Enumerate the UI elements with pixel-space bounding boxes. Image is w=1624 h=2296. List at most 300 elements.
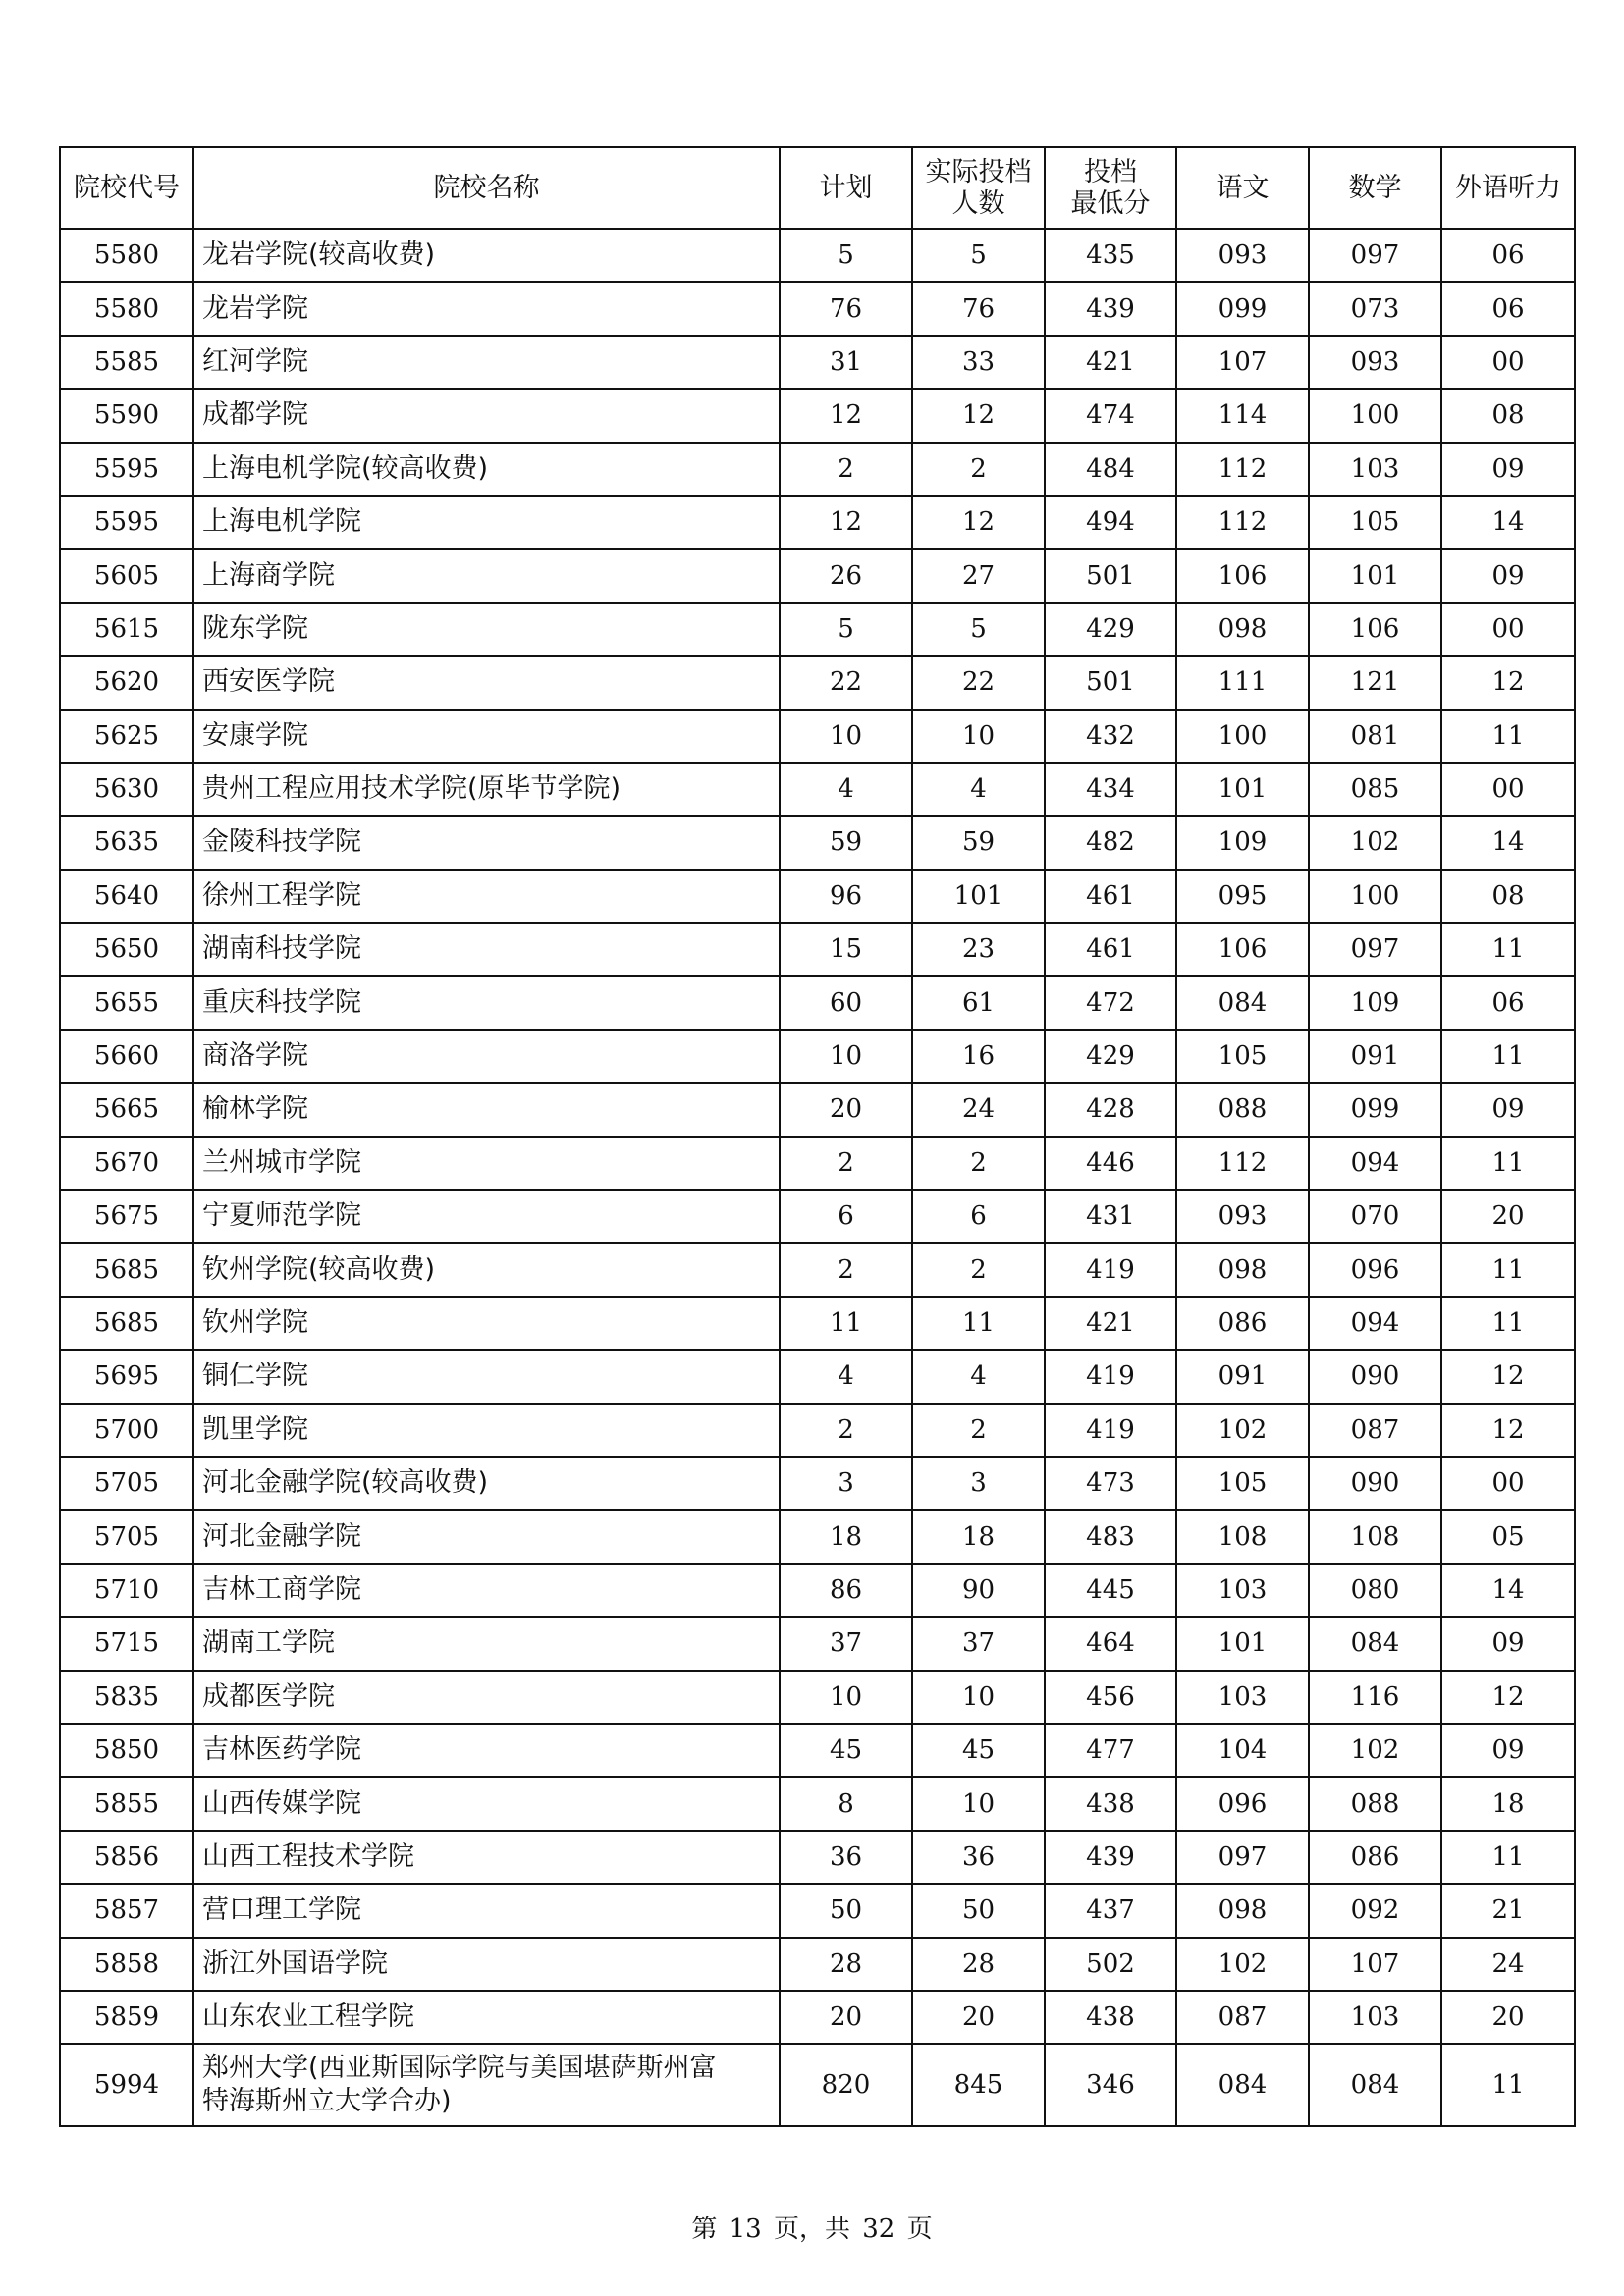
cell-math: 097 (1309, 923, 1441, 976)
cell-name: 榆林学院 (193, 1083, 780, 1136)
cell-plan: 2 (780, 1137, 912, 1190)
cell-actual: 50 (912, 1884, 1045, 1937)
header-math: 数学 (1309, 147, 1441, 229)
cell-plan: 50 (780, 1884, 912, 1937)
cell-code: 5620 (60, 656, 193, 709)
cell-foreign: 11 (1441, 1030, 1575, 1083)
cell-math: 101 (1309, 549, 1441, 602)
cell-plan: 10 (780, 710, 912, 763)
cell-chinese: 105 (1176, 1457, 1309, 1510)
table-row (60, 1510, 1575, 1563)
cell-chinese: 101 (1176, 1617, 1309, 1670)
cell-code: 5856 (60, 1831, 193, 1884)
cell-actual: 5 (912, 229, 1045, 282)
cell-actual: 59 (912, 816, 1045, 869)
table-row (60, 1137, 1575, 1190)
cell-plan: 2 (780, 1243, 912, 1296)
cell-actual: 22 (912, 656, 1045, 709)
cell-actual: 5 (912, 603, 1045, 656)
cell-math: 090 (1309, 1350, 1441, 1403)
cell-actual: 36 (912, 1831, 1045, 1884)
cell-min-score: 419 (1045, 1404, 1176, 1457)
cell-min-score: 456 (1045, 1671, 1176, 1724)
admission-table (59, 146, 1576, 2127)
table-row (60, 336, 1575, 389)
table-row (60, 1831, 1575, 1884)
cell-name: 山西工程技术学院 (193, 1831, 780, 1884)
header-min-score (1045, 147, 1176, 229)
cell-actual: 2 (912, 443, 1045, 496)
cell-min-score: 421 (1045, 1297, 1176, 1350)
cell-min-score: 472 (1045, 976, 1176, 1029)
cell-code: 5635 (60, 816, 193, 869)
cell-code: 5630 (60, 763, 193, 816)
cell-name: 安康学院 (193, 710, 780, 763)
cell-plan: 59 (780, 816, 912, 869)
cell-actual: 28 (912, 1938, 1045, 1991)
cell-math: 094 (1309, 1297, 1441, 1350)
cell-math: 093 (1309, 336, 1441, 389)
cell-math: 081 (1309, 710, 1441, 763)
cell-chinese: 105 (1176, 1030, 1309, 1083)
table-row (60, 763, 1575, 816)
cell-foreign: 14 (1441, 496, 1575, 549)
cell-chinese: 107 (1176, 336, 1309, 389)
cell-name: 兰州城市学院 (193, 1137, 780, 1190)
cell-math: 091 (1309, 1030, 1441, 1083)
cell-name: 河北金融学院 (193, 1510, 780, 1563)
table-row (60, 656, 1575, 709)
table-row (60, 1083, 1575, 1136)
cell-actual: 101 (912, 870, 1045, 923)
cell-chinese: 097 (1176, 1831, 1309, 1884)
cell-math: 084 (1309, 2044, 1441, 2126)
cell-code: 5855 (60, 1777, 193, 1830)
cell-min-score: 502 (1045, 1938, 1176, 1991)
cell-math: 084 (1309, 1617, 1441, 1670)
cell-min-score: 421 (1045, 336, 1176, 389)
cell-foreign: 09 (1441, 1083, 1575, 1136)
cell-plan: 15 (780, 923, 912, 976)
cell-math: 085 (1309, 763, 1441, 816)
cell-code: 5695 (60, 1350, 193, 1403)
cell-foreign: 12 (1441, 656, 1575, 709)
cell-min-score: 494 (1045, 496, 1176, 549)
cell-math: 073 (1309, 282, 1441, 335)
cell-chinese: 106 (1176, 923, 1309, 976)
cell-foreign: 12 (1441, 1350, 1575, 1403)
table-header-row (60, 147, 1575, 229)
cell-plan: 31 (780, 336, 912, 389)
cell-min-score: 501 (1045, 656, 1176, 709)
table-row (60, 710, 1575, 763)
table-row (60, 1884, 1575, 1937)
cell-actual: 23 (912, 923, 1045, 976)
cell-min-score: 435 (1045, 229, 1176, 282)
cell-name: 山东农业工程学院 (193, 1991, 780, 2044)
cell-actual: 33 (912, 336, 1045, 389)
table-row (60, 1617, 1575, 1670)
cell-foreign: 18 (1441, 1777, 1575, 1830)
header-min-line1: 投档 (1084, 156, 1137, 187)
table-row (60, 976, 1575, 1029)
cell-min-score: 432 (1045, 710, 1176, 763)
cell-chinese: 103 (1176, 1671, 1309, 1724)
cell-actual: 4 (912, 1350, 1045, 1403)
cell-code: 5835 (60, 1671, 193, 1724)
cell-foreign: 11 (1441, 1243, 1575, 1296)
cell-min-score: 483 (1045, 1510, 1176, 1563)
cell-foreign: 00 (1441, 603, 1575, 656)
cell-code: 5994 (60, 2044, 193, 2126)
cell-foreign: 11 (1441, 1297, 1575, 1350)
cell-math: 102 (1309, 1724, 1441, 1777)
cell-math: 108 (1309, 1510, 1441, 1563)
cell-plan: 820 (780, 2044, 912, 2126)
footer-page-number: 13 (729, 2215, 762, 2244)
cell-min-score: 437 (1045, 1884, 1176, 1937)
cell-math: 103 (1309, 1991, 1441, 2044)
header-name: 院校名称 (193, 147, 780, 229)
cell-foreign: 06 (1441, 976, 1575, 1029)
cell-chinese: 099 (1176, 282, 1309, 335)
cell-min-score: 439 (1045, 1831, 1176, 1884)
cell-min-score: 438 (1045, 1991, 1176, 2044)
table-row (60, 2044, 1575, 2126)
cell-name-line2: 特海斯州立大学合办) (202, 2086, 452, 2117)
cell-code: 5705 (60, 1510, 193, 1563)
cell-foreign: 09 (1441, 1724, 1575, 1777)
cell-chinese: 106 (1176, 549, 1309, 602)
cell-name (193, 2044, 780, 2126)
cell-chinese: 112 (1176, 1137, 1309, 1190)
cell-plan: 76 (780, 282, 912, 335)
table-row (60, 229, 1575, 282)
cell-code: 5685 (60, 1243, 193, 1296)
cell-name: 钦州学院 (193, 1297, 780, 1350)
cell-chinese: 103 (1176, 1564, 1309, 1617)
header-foreign: 外语听力 (1441, 147, 1575, 229)
cell-math: 116 (1309, 1671, 1441, 1724)
cell-foreign: 09 (1441, 443, 1575, 496)
cell-plan: 2 (780, 1404, 912, 1457)
cell-chinese: 104 (1176, 1724, 1309, 1777)
cell-plan: 12 (780, 389, 912, 442)
cell-name: 吉林工商学院 (193, 1564, 780, 1617)
cell-chinese: 109 (1176, 816, 1309, 869)
cell-math: 102 (1309, 816, 1441, 869)
cell-actual: 45 (912, 1724, 1045, 1777)
cell-code: 5858 (60, 1938, 193, 1991)
table-row (60, 496, 1575, 549)
cell-chinese: 102 (1176, 1404, 1309, 1457)
cell-plan: 37 (780, 1617, 912, 1670)
cell-name: 成都医学院 (193, 1671, 780, 1724)
cell-code: 5710 (60, 1564, 193, 1617)
cell-name: 营口理工学院 (193, 1884, 780, 1937)
cell-plan: 60 (780, 976, 912, 1029)
cell-actual: 3 (912, 1457, 1045, 1510)
cell-actual: 845 (912, 2044, 1045, 2126)
cell-min-score: 446 (1045, 1137, 1176, 1190)
table-row (60, 1724, 1575, 1777)
footer-total-pages: 32 (862, 2215, 895, 2244)
cell-code: 5640 (60, 870, 193, 923)
cell-plan: 3 (780, 1457, 912, 1510)
cell-actual: 10 (912, 1671, 1045, 1724)
header-plan: 计划 (780, 147, 912, 229)
table-row (60, 389, 1575, 442)
cell-min-score: 482 (1045, 816, 1176, 869)
cell-name: 成都学院 (193, 389, 780, 442)
cell-actual: 12 (912, 389, 1045, 442)
cell-chinese: 096 (1176, 1777, 1309, 1830)
cell-min-score: 477 (1045, 1724, 1176, 1777)
cell-foreign: 09 (1441, 1617, 1575, 1670)
header-chinese: 语文 (1176, 147, 1309, 229)
cell-name: 上海商学院 (193, 549, 780, 602)
cell-name: 河北金融学院(较高收费) (193, 1457, 780, 1510)
cell-actual: 12 (912, 496, 1045, 549)
cell-name: 重庆科技学院 (193, 976, 780, 1029)
cell-math: 106 (1309, 603, 1441, 656)
cell-min-score: 501 (1045, 549, 1176, 602)
cell-chinese: 114 (1176, 389, 1309, 442)
cell-chinese: 108 (1176, 1510, 1309, 1563)
cell-name: 龙岩学院(较高收费) (193, 229, 780, 282)
cell-name: 商洛学院 (193, 1030, 780, 1083)
cell-chinese: 112 (1176, 496, 1309, 549)
table-row (60, 1350, 1575, 1403)
cell-actual: 6 (912, 1190, 1045, 1243)
cell-foreign: 05 (1441, 1510, 1575, 1563)
cell-actual: 27 (912, 549, 1045, 602)
cell-chinese: 093 (1176, 1190, 1309, 1243)
cell-foreign: 11 (1441, 710, 1575, 763)
cell-chinese: 101 (1176, 763, 1309, 816)
footer-suffix: 页 (906, 2215, 933, 2244)
header-actual-line2: 人数 (951, 187, 1005, 219)
cell-name: 吉林医药学院 (193, 1724, 780, 1777)
cell-foreign: 11 (1441, 1137, 1575, 1190)
cell-name: 上海电机学院 (193, 496, 780, 549)
cell-foreign: 06 (1441, 282, 1575, 335)
cell-plan: 6 (780, 1190, 912, 1243)
cell-min-score: 419 (1045, 1350, 1176, 1403)
cell-plan: 4 (780, 1350, 912, 1403)
cell-actual: 37 (912, 1617, 1045, 1670)
cell-plan: 10 (780, 1030, 912, 1083)
cell-foreign: 20 (1441, 1190, 1575, 1243)
cell-chinese: 087 (1176, 1991, 1309, 2044)
cell-code: 5715 (60, 1617, 193, 1670)
cell-code: 5590 (60, 389, 193, 442)
cell-name: 陇东学院 (193, 603, 780, 656)
cell-math: 070 (1309, 1190, 1441, 1243)
cell-code: 5580 (60, 229, 193, 282)
cell-foreign: 00 (1441, 336, 1575, 389)
table-row (60, 549, 1575, 602)
table-row (60, 1030, 1575, 1083)
cell-code: 5700 (60, 1404, 193, 1457)
cell-math: 094 (1309, 1137, 1441, 1190)
cell-foreign: 12 (1441, 1671, 1575, 1724)
cell-foreign: 09 (1441, 549, 1575, 602)
cell-foreign: 11 (1441, 2044, 1575, 2126)
cell-chinese: 112 (1176, 443, 1309, 496)
cell-foreign: 11 (1441, 923, 1575, 976)
cell-code: 5705 (60, 1457, 193, 1510)
cell-code: 5857 (60, 1884, 193, 1937)
cell-min-score: 464 (1045, 1617, 1176, 1670)
table-row (60, 923, 1575, 976)
cell-name: 徐州工程学院 (193, 870, 780, 923)
cell-code: 5665 (60, 1083, 193, 1136)
cell-actual: 90 (912, 1564, 1045, 1617)
table-row (60, 1297, 1575, 1350)
cell-min-score: 473 (1045, 1457, 1176, 1510)
cell-actual: 76 (912, 282, 1045, 335)
cell-plan: 8 (780, 1777, 912, 1830)
cell-foreign: 11 (1441, 1831, 1575, 1884)
cell-name-line1: 郑州大学(西亚斯国际学院与美国堪萨斯州富 (202, 2053, 717, 2084)
cell-min-score: 419 (1045, 1243, 1176, 1296)
cell-code: 5670 (60, 1137, 193, 1190)
cell-min-score: 461 (1045, 870, 1176, 923)
cell-math: 092 (1309, 1884, 1441, 1937)
table-row (60, 1671, 1575, 1724)
cell-name: 红河学院 (193, 336, 780, 389)
cell-actual: 20 (912, 1991, 1045, 2044)
cell-math: 080 (1309, 1564, 1441, 1617)
cell-chinese: 098 (1176, 1884, 1309, 1937)
cell-min-score: 474 (1045, 389, 1176, 442)
cell-foreign: 12 (1441, 1404, 1575, 1457)
table-row (60, 443, 1575, 496)
cell-name: 湖南工学院 (193, 1617, 780, 1670)
cell-code: 5850 (60, 1724, 193, 1777)
cell-code: 5675 (60, 1190, 193, 1243)
cell-math: 109 (1309, 976, 1441, 1029)
table-row (60, 1190, 1575, 1243)
cell-plan: 86 (780, 1564, 912, 1617)
cell-actual: 18 (912, 1510, 1045, 1563)
cell-math: 100 (1309, 870, 1441, 923)
cell-actual: 24 (912, 1083, 1045, 1136)
admission-table-container (59, 146, 1574, 2127)
cell-code: 5859 (60, 1991, 193, 2044)
cell-chinese: 084 (1176, 976, 1309, 1029)
cell-foreign: 06 (1441, 229, 1575, 282)
cell-chinese: 086 (1176, 1297, 1309, 1350)
cell-min-score: 461 (1045, 923, 1176, 976)
cell-actual: 2 (912, 1404, 1045, 1457)
cell-plan: 28 (780, 1938, 912, 1991)
page-footer (0, 2209, 1624, 2245)
cell-min-score: 445 (1045, 1564, 1176, 1617)
table-row (60, 1564, 1575, 1617)
cell-chinese: 102 (1176, 1938, 1309, 1991)
cell-chinese: 088 (1176, 1083, 1309, 1136)
cell-min-score: 434 (1045, 763, 1176, 816)
cell-code: 5605 (60, 549, 193, 602)
table-row (60, 1404, 1575, 1457)
cell-plan: 2 (780, 443, 912, 496)
table-row (60, 1938, 1575, 1991)
cell-name: 上海电机学院(较高收费) (193, 443, 780, 496)
cell-name: 凯里学院 (193, 1404, 780, 1457)
cell-plan: 26 (780, 549, 912, 602)
cell-name: 西安医学院 (193, 656, 780, 709)
cell-code: 5650 (60, 923, 193, 976)
table-row (60, 1991, 1575, 2044)
cell-math: 121 (1309, 656, 1441, 709)
footer-middle: 页，共 (773, 2215, 850, 2244)
cell-plan: 96 (780, 870, 912, 923)
cell-math: 097 (1309, 229, 1441, 282)
cell-plan: 36 (780, 1831, 912, 1884)
cell-math: 105 (1309, 496, 1441, 549)
cell-actual: 11 (912, 1297, 1045, 1350)
cell-math: 100 (1309, 389, 1441, 442)
cell-min-score: 346 (1045, 2044, 1176, 2126)
table-row (60, 1243, 1575, 1296)
cell-name: 贵州工程应用技术学院(原毕节学院) (193, 763, 780, 816)
cell-foreign: 14 (1441, 816, 1575, 869)
cell-actual: 2 (912, 1137, 1045, 1190)
cell-min-score: 429 (1045, 1030, 1176, 1083)
cell-name: 龙岩学院 (193, 282, 780, 335)
cell-code: 5660 (60, 1030, 193, 1083)
cell-foreign: 14 (1441, 1564, 1575, 1617)
cell-actual: 4 (912, 763, 1045, 816)
cell-math: 099 (1309, 1083, 1441, 1136)
cell-foreign: 20 (1441, 1991, 1575, 2044)
cell-math: 087 (1309, 1404, 1441, 1457)
cell-math: 107 (1309, 1938, 1441, 1991)
cell-plan: 12 (780, 496, 912, 549)
cell-code: 5655 (60, 976, 193, 1029)
cell-actual: 2 (912, 1243, 1045, 1296)
cell-name: 铜仁学院 (193, 1350, 780, 1403)
header-actual (912, 147, 1045, 229)
cell-chinese: 111 (1176, 656, 1309, 709)
cell-min-score: 429 (1045, 603, 1176, 656)
cell-foreign: 00 (1441, 1457, 1575, 1510)
cell-actual: 10 (912, 710, 1045, 763)
cell-plan: 10 (780, 1671, 912, 1724)
table-row (60, 1457, 1575, 1510)
cell-actual: 61 (912, 976, 1045, 1029)
cell-name: 浙江外国语学院 (193, 1938, 780, 1991)
cell-min-score: 431 (1045, 1190, 1176, 1243)
cell-plan: 11 (780, 1297, 912, 1350)
cell-math: 096 (1309, 1243, 1441, 1296)
cell-code: 5585 (60, 336, 193, 389)
cell-actual: 10 (912, 1777, 1045, 1830)
cell-chinese: 093 (1176, 229, 1309, 282)
cell-chinese: 084 (1176, 2044, 1309, 2126)
cell-math: 090 (1309, 1457, 1441, 1510)
header-code: 院校代号 (60, 147, 193, 229)
table-row (60, 1777, 1575, 1830)
cell-min-score: 484 (1045, 443, 1176, 496)
cell-foreign: 08 (1441, 389, 1575, 442)
cell-math: 088 (1309, 1777, 1441, 1830)
cell-plan: 18 (780, 1510, 912, 1563)
cell-name: 宁夏师范学院 (193, 1190, 780, 1243)
cell-code: 5595 (60, 443, 193, 496)
